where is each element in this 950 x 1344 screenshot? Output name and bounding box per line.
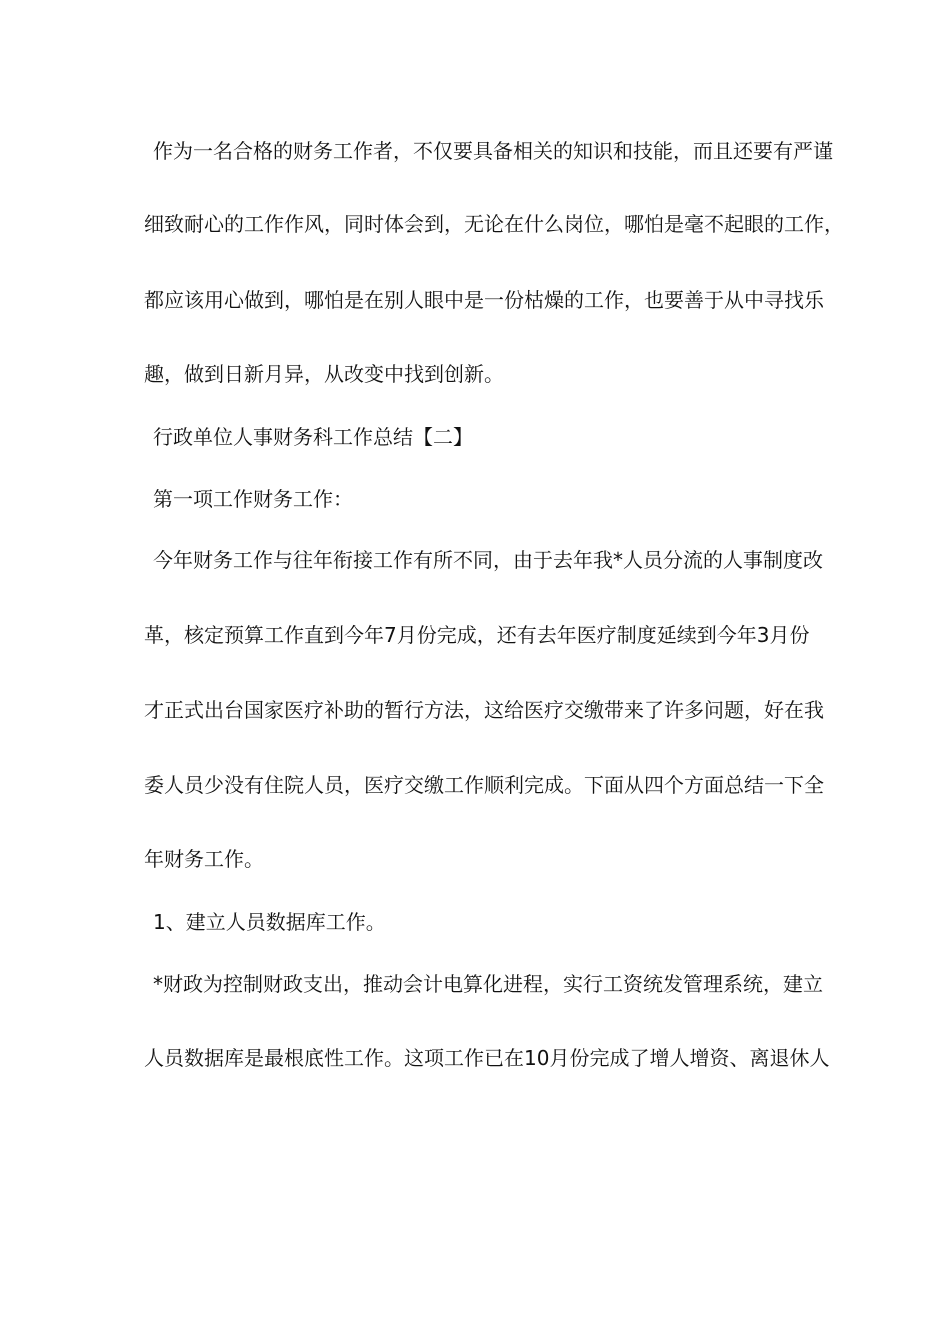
paragraph-line: 趣，做到日新月异，从改变中找到创新。 — [144, 362, 504, 386]
section-heading: 行政单位人事财务科工作总结【二】 — [153, 425, 473, 449]
paragraph-line: 人员数据库是最根底性工作。这项工作已在10月份完成了增人增资、离退休人 — [144, 1046, 830, 1070]
paragraph-line: 才正式出台国家医疗补助的暂行方法，这给医疗交缴带来了许多问题，好在我 — [144, 698, 824, 722]
paragraph-line: 今年财务工作与往年衔接工作有所不同，由于去年我*人员分流的人事制度改 — [153, 548, 823, 572]
paragraph-line: 都应该用心做到，哪怕是在别人眼中是一份枯燥的工作，也要善于从中寻找乐 — [144, 288, 824, 312]
list-item-heading: 1、建立人员数据库工作。 — [153, 910, 386, 934]
paragraph-line: *财政为控制财政支出，推动会计电算化进程，实行工资统发管理系统，建立 — [153, 972, 823, 996]
paragraph-line: 委人员少没有住院人员，医疗交缴工作顺利完成。下面从四个方面总结一下全 — [144, 773, 824, 797]
paragraph-line: 年财务工作。 — [144, 847, 264, 871]
subsection-heading: 第一项工作财务工作： — [153, 487, 353, 511]
paragraph-line: 作为一名合格的财务工作者，不仅要具备相关的知识和技能，而且还要有严谨 — [153, 139, 833, 163]
paragraph-line: 细致耐心的工作作风，同时体会到，无论在什么岗位，哪怕是毫不起眼的工作， — [144, 212, 844, 236]
paragraph-line: 革，核定预算工作直到今年7月份完成，还有去年医疗制度延续到今年3月份 — [144, 623, 810, 647]
